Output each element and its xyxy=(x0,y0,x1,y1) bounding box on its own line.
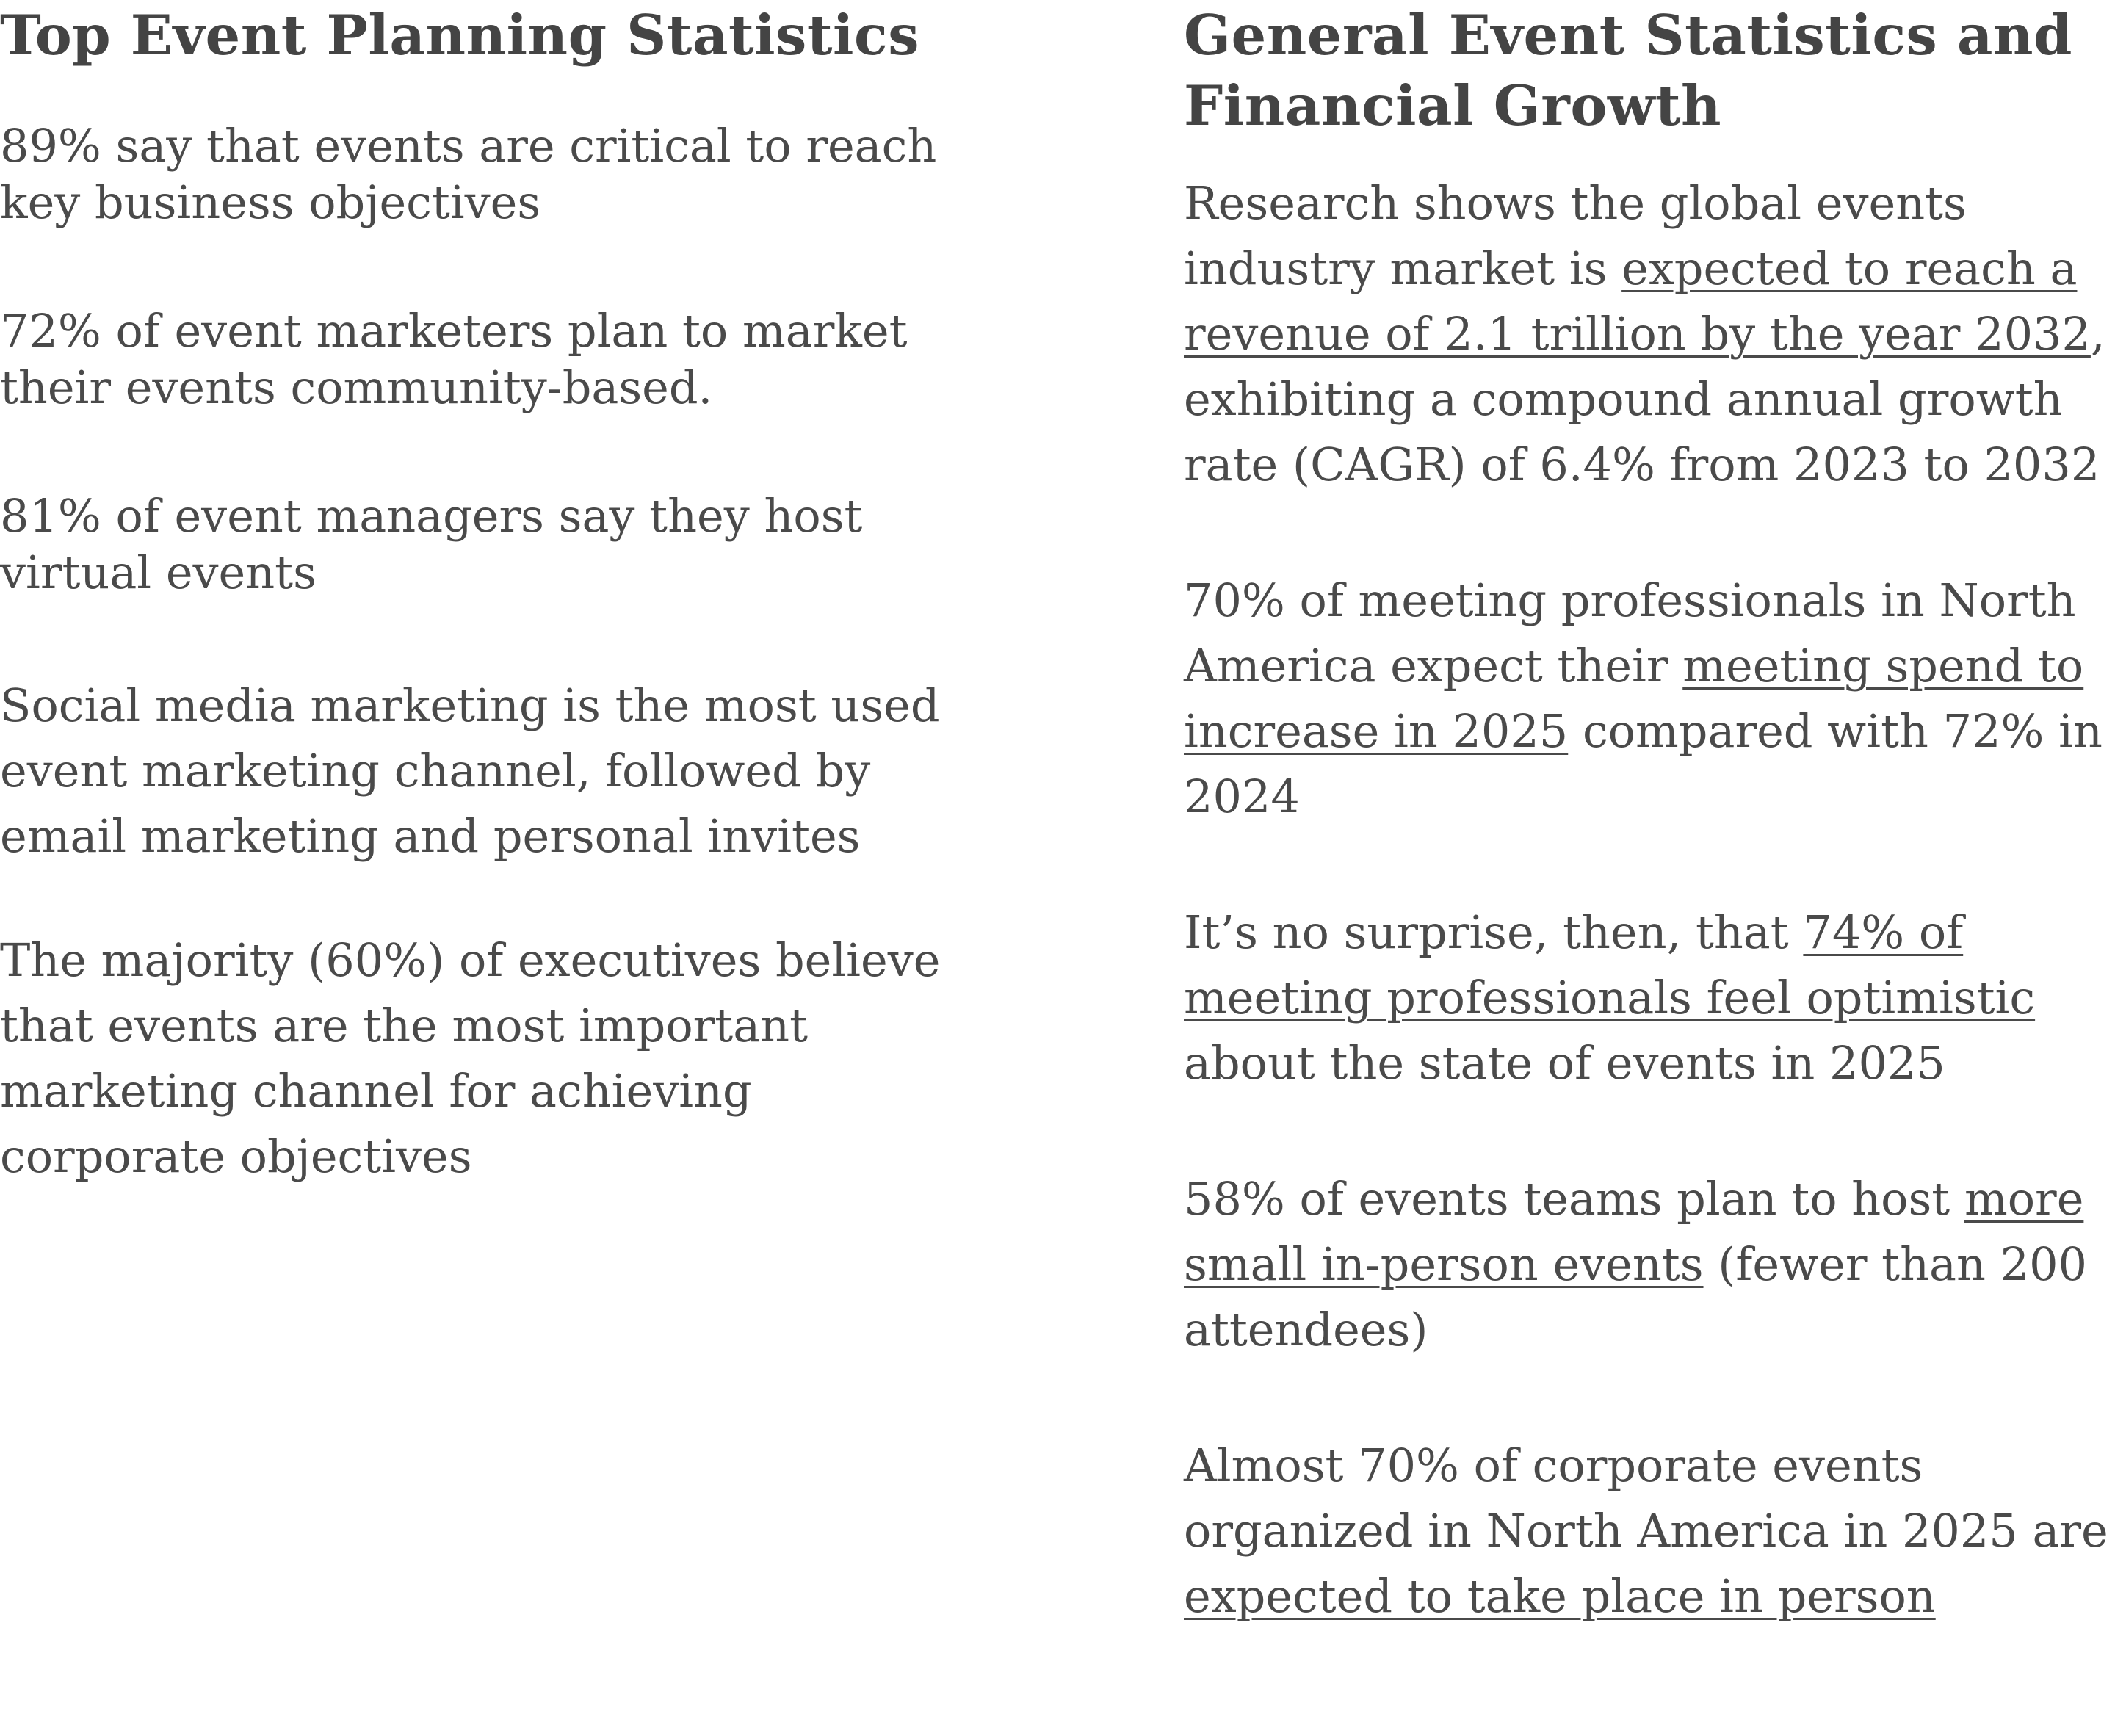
stat-paragraph xyxy=(1184,1433,2109,1629)
paragraph-text: It’s no surprise, then, that xyxy=(1184,905,1804,959)
paragraph-text: 58% of events teams plan to host xyxy=(1184,1172,1964,1226)
paragraph-text: , exhibiting a compound annual growth rate (CAGR) of 6.4% from 2023 to 2032 xyxy=(1184,307,2105,491)
stat-item: The majority (60%) of executives believe that events are the most important marketing channel for achieving corporate objectives xyxy=(0,933,941,1183)
top-event-planning-section xyxy=(0,0,984,1248)
stat-paragraph xyxy=(1184,568,2109,829)
stat-paragraph xyxy=(1184,900,2109,1096)
section-title: General Event Statistics and Financial Growth xyxy=(1184,3,2072,138)
paragraph-text: about the state of events in 2025 xyxy=(1184,1036,1945,1090)
section-title: Top Event Planning Statistics xyxy=(0,3,919,68)
paragraph-text: compared with 72% in 2024 xyxy=(1184,704,2103,823)
optimism-link[interactable]: 74% of meeting professionals feel optimistic xyxy=(1184,905,2036,1024)
paragraph-text: Research shows the global events industry market is xyxy=(1184,176,1967,295)
small-events-link[interactable]: more small in-person events xyxy=(1184,1172,2084,1291)
general-event-statistics-section xyxy=(1184,0,2109,1699)
paragraph-text: (fewer than 200 attendees) xyxy=(1184,1237,2087,1356)
stat-item: Social media marketing is the most used event marketing channel, followed by email marketing and personal invites xyxy=(0,679,940,863)
revenue-forecast-link[interactable]: expected to reach a revenue of 2.1 trillion by the year 2032 xyxy=(1184,242,2091,361)
in-person-link[interactable]: expected to take place in person xyxy=(1184,1569,1936,1623)
stat-item: 72% of event marketers plan to market their events community-based. xyxy=(0,304,908,414)
stat-paragraph xyxy=(1184,170,2109,497)
paragraph-text: Almost 70% of corporate events organized in North America in 2025 are xyxy=(1184,1439,2108,1558)
stat-item: 89% say that events are critical to reach key business objectives xyxy=(0,119,937,229)
meeting-spend-link[interactable]: meeting spend to increase in 2025 xyxy=(1184,639,2084,758)
paragraph-text: 70% of meeting professionals in North America expect their xyxy=(1184,574,2076,692)
stat-item: 81% of event managers say they host virtual events xyxy=(0,489,863,599)
stat-paragraph xyxy=(1184,1166,2109,1362)
